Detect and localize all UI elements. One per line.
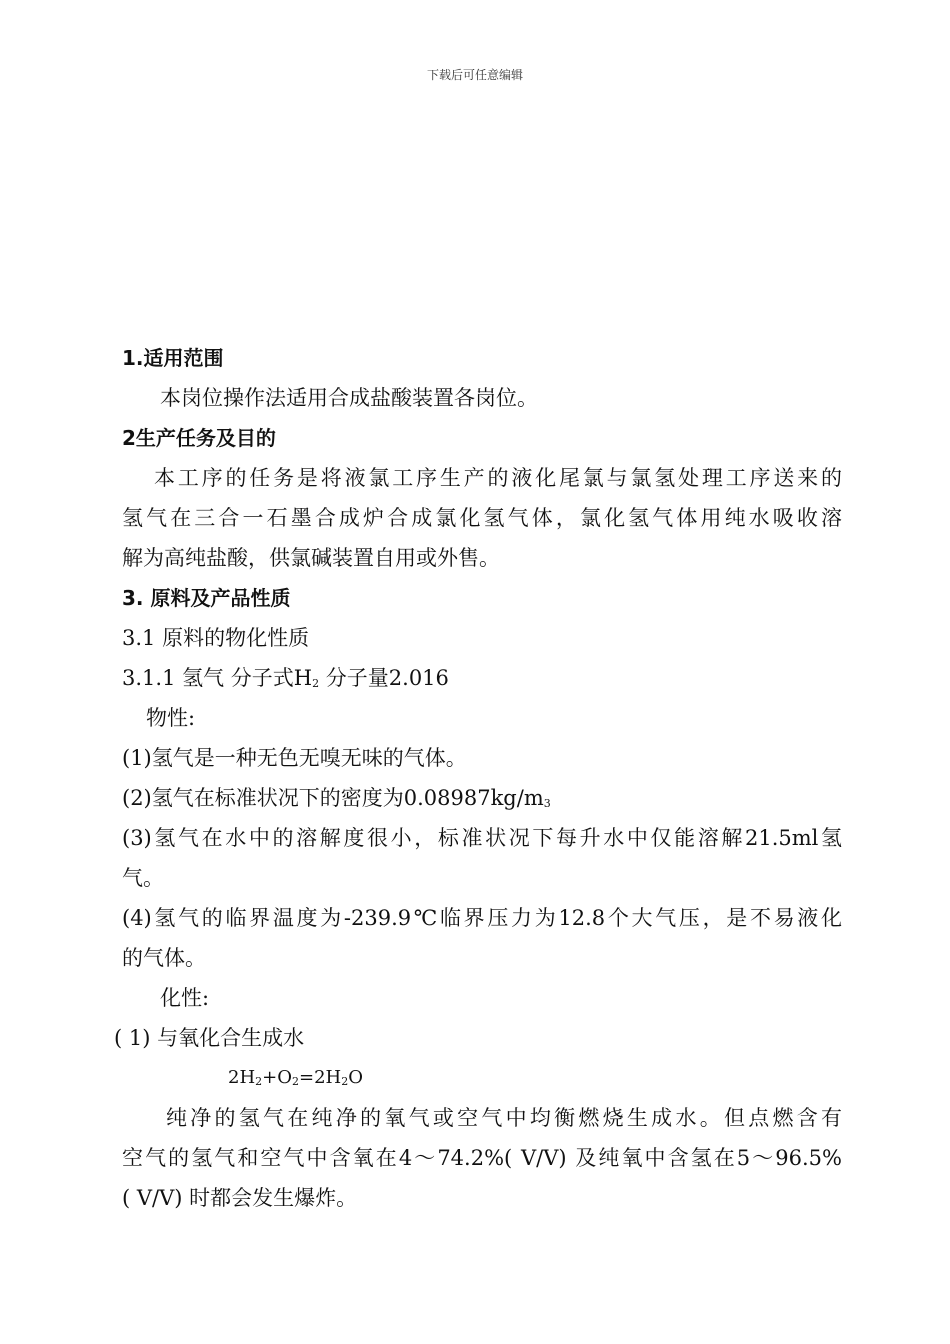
physical-property-1: (1)氢气是一种无色无嗅无味的气体。 xyxy=(122,746,467,770)
physical-property-4-line-2: 的气体。 xyxy=(122,946,206,970)
physical-properties-label: 物性: xyxy=(146,706,196,730)
document-body xyxy=(114,338,842,1218)
eq-part-4: O xyxy=(348,1067,363,1088)
physical-property-2 xyxy=(122,778,842,818)
section-2-line-3: 解为高纯盐酸，供氯碱装置自用或外售。 xyxy=(122,546,500,570)
section-2-line-1: 本工序的任务是将液氯工序生产的液化尾氯与氯氢处理工序送来的 xyxy=(154,466,842,490)
physical-property-3-line-2: 气。 xyxy=(122,866,164,890)
section-3-1-1-title xyxy=(122,658,842,698)
chemical-properties-label: 化性: xyxy=(160,986,210,1010)
hydrogen-formula-text: 3.1.1 氢气 分子式H xyxy=(122,666,313,690)
eq-sub-1: 2 xyxy=(255,1075,263,1088)
density-text: (2)氢气在标准状况下的密度为0.08987kg/m xyxy=(122,786,544,810)
eq-part-3: =2H xyxy=(299,1067,342,1088)
hydrogen-formula-subscript: 2 xyxy=(312,677,320,690)
combustion-line-2: 空气的氢气和空气中含氧在4～74.2%( V/V) 及纯氧中含氢在5～96.5% xyxy=(122,1146,842,1170)
eq-sub-3: 2 xyxy=(341,1075,349,1088)
combustion-line-3: ( V/V) 时都会发生爆炸。 xyxy=(122,1186,358,1210)
section-1-title: 1.适用范围 xyxy=(122,346,224,370)
section-2-title: 2生产任务及目的 xyxy=(122,426,276,450)
page-header: 下载后可任意编辑 xyxy=(426,68,523,82)
chemical-property-1: ( 1) 与氧化合生成水 xyxy=(114,1026,305,1050)
section-2-line-2: 氢气在三合一石墨合成炉合成氯化氢气体，氯化氢气体用纯水吸收溶 xyxy=(122,506,842,530)
section-1-paragraph: 本岗位操作法适用合成盐酸装置各岗位。 xyxy=(160,386,538,410)
reaction-equation xyxy=(122,1058,842,1098)
eq-part-2: +O xyxy=(262,1067,292,1088)
physical-property-3-line-1: (3)氢气在水中的溶解度很小，标准状况下每升水中仅能溶解21.5ml氢 xyxy=(122,826,842,850)
section-3-1-title: 3.1 原料的物化性质 xyxy=(122,626,310,650)
section-3-title: 3. 原料及产品性质 xyxy=(122,586,291,610)
eq-sub-2: 2 xyxy=(292,1075,299,1088)
physical-property-4-line-1: (4)氢气的临界温度为-239.9℃临界压力为12.8个大气压，是不易液化 xyxy=(122,906,842,930)
density-subscript: 3 xyxy=(543,797,551,810)
combustion-line-1: 纯净的氢气在纯净的氧气或空气中均衡燃烧生成水。但点燃含有 xyxy=(166,1106,842,1130)
eq-part-1: 2H xyxy=(228,1067,256,1088)
hydrogen-weight-text: 分子量2.016 xyxy=(319,666,449,690)
